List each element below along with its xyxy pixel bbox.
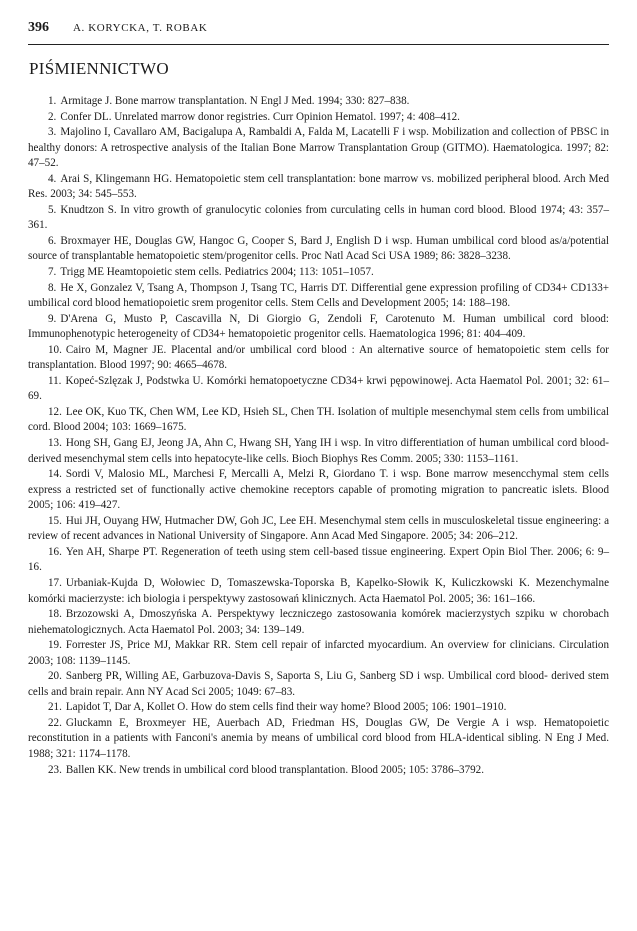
reference-number: 22. [48,716,62,729]
reference-item [28,514,609,545]
reference-text: Broxmayer HE, Douglas GW, Hangoc G, Cooper S, Bard J, English D i wsp. Human umbilical cord blood as/a/potential source of transplantable hematopoietic stem/progenitor cells. Proc Natl Acad Sci USA 1989; 86: 3828–3238. [28,234,609,263]
reference-list [28,94,609,778]
reference-number: 4. [48,172,57,185]
reference-text: Hong SH, Gang EJ, Jeong JA, Ahn C, Hwang SH, Yang IH i wsp. In vitro differentiation of human umbilical cord blood-derived mesenchymal stem cells into hepatocyte-like cells. Bioch Biophys Res Comm. 2005; 330: 1153–1161. [28,437,609,465]
section-title: PIŚMIENNICTWO [29,59,169,78]
reference-item [28,265,609,281]
reference-item [28,467,609,514]
reference-item [28,343,609,374]
reference-item [28,763,609,779]
reference-text: Yen AH, Sharpe PT. Regeneration of teeth using stem cell-based tissue engineering. Expert Opin Biol Ther. 2006; 6: 9–16. [28,545,609,574]
document-page [28,20,609,778]
reference-text: Armitage J. Bone marrow transplantation. N Engl J Med. 1994; 330: 827–838. [60,95,410,107]
running-header-authors: A. KORYCKA, T. ROBAK [73,22,208,34]
reference-number: 12. [48,405,62,418]
reference-number: 7. [48,266,57,279]
reference-text: Forrester JS, Price MJ, Makkar RR. Stem cell repair of infarcted myocardium. An overview for clinicians. Circulation 2003; 108: 1139–1145. [28,639,609,667]
reference-item [28,94,609,110]
reference-number: 20. [48,670,62,683]
reference-item [28,700,609,716]
reference-number: 5. [48,203,57,216]
reference-text: Majolino I, Cavallaro AM, Bacigalupa A, Rambaldi A, Falda M, Lacatelli F i wsp. Mobilization and collection of PBSC in healthy donors: A retrospective analysis of the Italian Bone Marrow Transplantation Group (GITMO). Haematologica. 1997; 82: 47–52. [28,126,609,170]
reference-item [28,607,609,638]
reference-item [28,436,609,467]
reference-text: Knudtzon S. In vitro growth of granulocytic colonies from curculating cells in human cord blood. Blood 1974; 43: 357–361. [28,203,609,232]
reference-number: 16. [48,545,62,558]
reference-number: 23. [48,763,62,776]
reference-text: Gluckamn E, Broxmeyer HE, Auerbach AD, Friedman HS, Douglas GW, De Vergie A i wsp. Hematopoietic reconstitution in a patients with Fanconi's anemia by means of umbilical cord blood from HLA-identical sibling. N Eng J Med. 1988; 321: 1174–1178. [28,716,609,760]
reference-text: Lee OK, Kuo TK, Chen WM, Lee KD, Hsieh SL, Chen TH. Isolation of multiple mesenchymal stem cells from umbilical cord. Blood 2004; 103: 1669–1675. [28,405,609,434]
reference-number: 17. [48,576,62,589]
reference-text: Sordi V, Malosio ML, Marchesi F, Mercalli A, Melzi R, Giordano T. i wsp. Bone marrow mesencchymal stem cells express a restricted set of functionally active chemokine receptors capable of promoting migration to pancreatic islets. Blood 2005; 106: 419–427. [28,468,609,512]
reference-text: Ballen KK. New trends in umbilical cord blood transplantation. Blood 2005; 105: 3786–3792. [65,763,484,776]
reference-item [28,172,609,203]
header-rule [28,44,609,45]
reference-number: 2. [48,110,57,123]
reference-item [28,405,609,436]
reference-text: Urbaniak-Kujda D, Wołowiec D, Tomaszewska-Toporska B, Kapelko-Słowik K, Kuliczkowski K. Mezenchymalne komórki macierzyste: ich biologia i perspektywy zastosowań klinicznych. Acta Haematol Pol. 2005; 36: 161–166. [28,576,609,605]
reference-text: Kopeć-Szlęzak J, Podstwka U. Komórki hematopoetyczne CD34+ krwi pępowinowej. Acta Haematol Pol. 2001; 32: 61–69. [28,374,609,403]
reference-text: Sanberg PR, Willing AE, Garbuzova-Davis S, Saporta S, Liu G, Sanberg SD i wsp. Umbilical cord blood- derived stem cells and brain repair. Ann NY Acad Sci 2005; 1049: 67–83. [28,670,609,698]
reference-number: 11. [48,374,62,387]
reference-item [28,638,609,669]
reference-item [28,669,609,700]
reference-number: 13. [48,437,62,450]
reference-number: 3. [48,126,57,139]
reference-item [28,576,609,607]
reference-text: Confer DL. Unrelated marrow donor registries. Curr Opinion Hematol. 1997; 4: 408–412. [60,110,460,123]
reference-item [28,125,609,172]
reference-text: Lapidot T, Dar A, Kollet O. How do stem cells find their way home? Blood 2005; 106: 1901–1910. [65,701,507,714]
reference-text: Hui JH, Ouyang HW, Hutmacher DW, Goh JC, Lee EH. Mesenchymal stem cells in musculoskeletal tissue engineering: a review of recent advances in National University of Singapore. Ann Acad Med Singapore. 2005; 34: 206–212. [28,514,609,543]
reference-item [28,545,609,576]
reference-item [28,374,609,405]
reference-text: Trigg ME Heamtopoietic stem cells. Pediatrics 2004; 113: 1051–1057. [60,266,374,279]
reference-item [28,716,609,763]
page-number: 396 [28,20,49,35]
running-header [28,20,609,38]
reference-number: 10. [48,343,62,356]
reference-number: 6. [48,234,57,247]
reference-number: 8. [48,281,57,294]
reference-number: 14. [48,468,62,481]
reference-item [28,312,609,343]
reference-text: D'Arena G, Musto P, Cascavilla N, Di Giorgio G, Zendoli F, Carotenuto M. Human umbilical cord blood: Immunophenotypic heterogeneity of CD34+ hematopoietic progenitor cells. Haematologica 1996; 81: 404–409. [28,312,609,341]
reference-item [28,281,609,312]
reference-item [28,203,609,234]
reference-text: Arai S, Klingemann HG. Hematopoietic stem cell transplantation: bone marrow vs. mobilized peripheral blood. Arch Med Res. 2003; 34: 545–553. [28,172,609,201]
reference-number: 15. [48,514,62,527]
reference-number: 9. [48,312,57,325]
reference-number: 1. [48,95,57,107]
reference-text: Brzozowski A, Dmoszyńska A. Perspektywy leczniczego zastosowania komórek macierzystych szpiku w chorobach niehematologicznych. Acta Haematol Pol. 2003; 34: 139–149. [28,608,609,636]
reference-text: Cairo M, Magner JE. Placental and/or umbilical cord blood : An alternative source of hematopoietic stem cells for transplantation. Blood 1997; 90: 4665–4678. [28,343,609,372]
reference-item [28,110,609,126]
reference-item [28,234,609,265]
reference-number: 21. [48,701,62,714]
reference-text: He X, Gonzalez V, Tsang A, Thompson J, Tsang TC, Harris DT. Differential gene expression profiling of CD34+ CD133+ umbilical cord blood hematiopoietic srem progenitor cells. Stem Cells and Development 2005; 14: 188–198. [28,281,609,310]
reference-number: 18. [48,608,62,621]
reference-number: 19. [48,639,62,652]
